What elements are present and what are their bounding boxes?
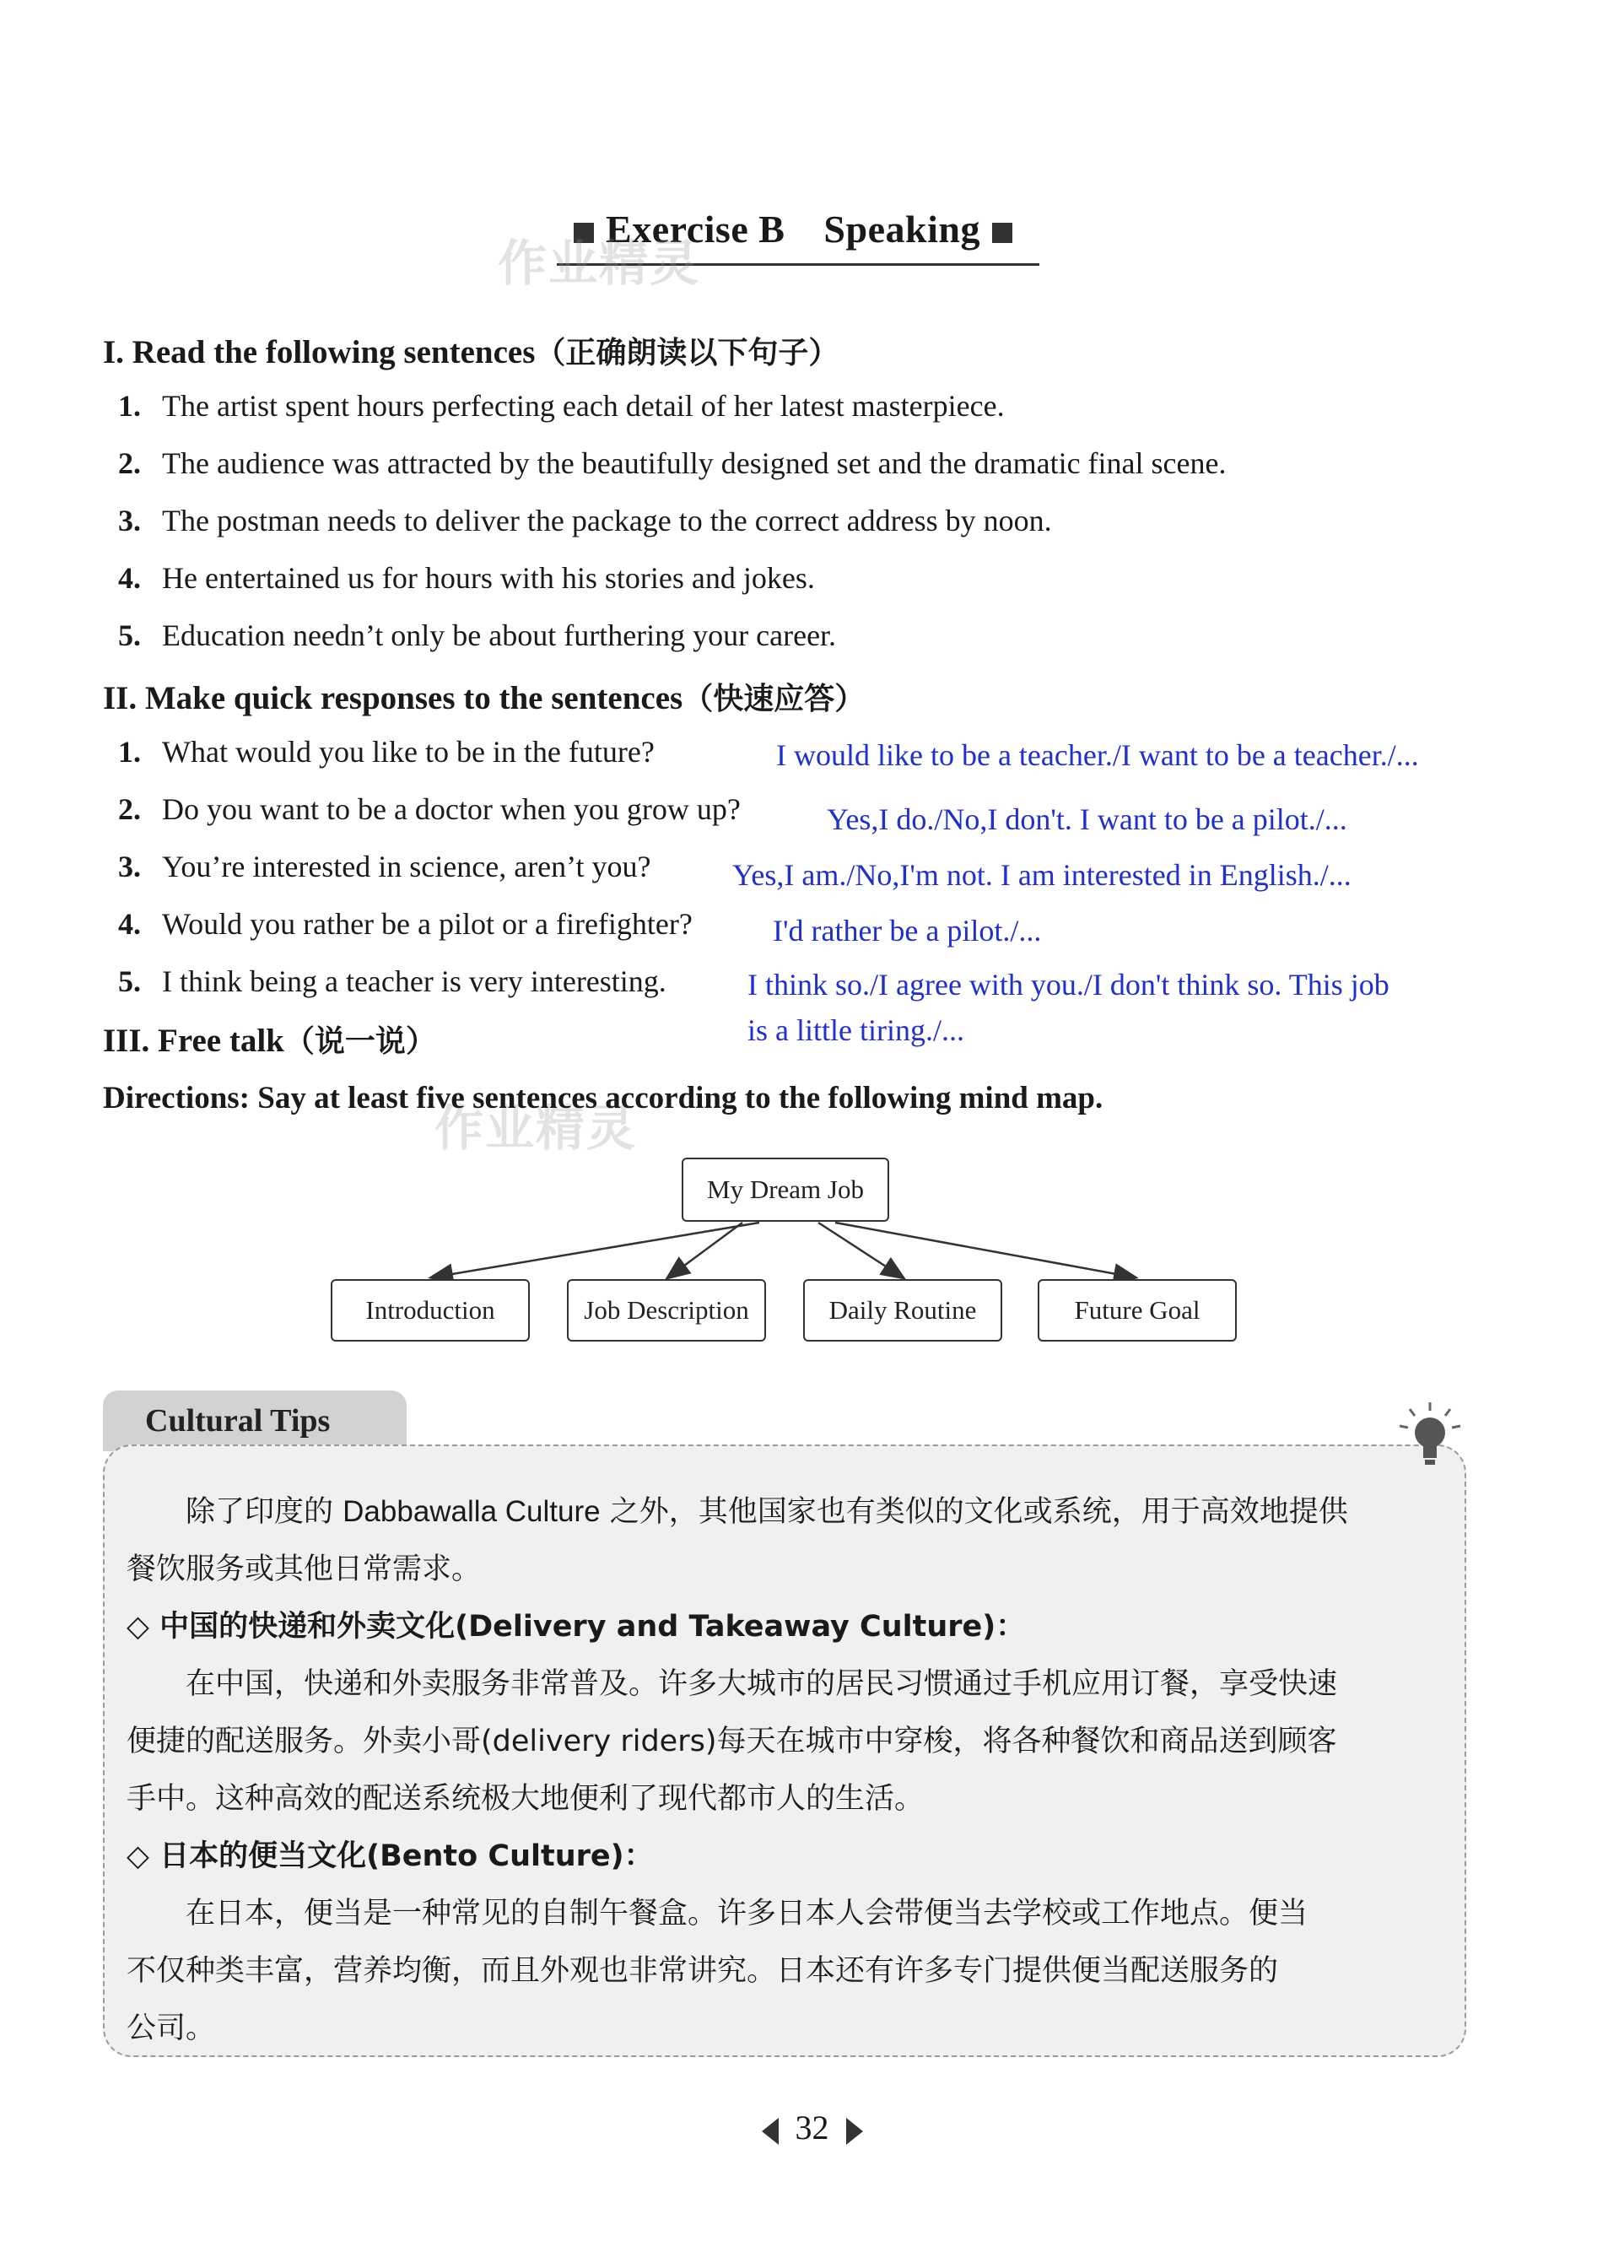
tips-intro: 除了印度的 Dabbawalla Culture 之外，其他国家也有类似的文化或系统，用于高效地提供 (186, 1495, 1348, 1529)
sentence-4: 4. He entertained us for hours with his stories and jokes. (118, 561, 815, 595)
answer-5: I think so./I agree with you./I don't think so. This job (747, 968, 1389, 1002)
tips-china-line-1: 在中国，快递和外卖服务非常普及。许多大城市的居民习惯通过手机应用订餐，享受快速 (186, 1667, 1338, 1701)
tips-intro-line-2: 餐饮服务或其他日常需求。 (127, 1552, 482, 1586)
question-1: 1. What would you like to be in the future? (118, 735, 655, 769)
page-title: Exercise B Speaking (540, 207, 1046, 251)
mindmap-node-introduction: Introduction (331, 1279, 530, 1342)
watermark: 作业精灵 (498, 235, 701, 292)
connector-line (818, 1223, 903, 1277)
question-2: 2. Do you want to be a doctor when you grow up? (118, 792, 741, 826)
question-3: 3. You’re interested in science, aren’t you? (118, 850, 651, 883)
sentence-3: 3. The postman needs to deliver the package to the correct address by noon. (118, 504, 1052, 537)
answer-2: Yes,I do./No,I don't. I want to be a pilot./... (827, 802, 1347, 836)
page-number: 32 (795, 2109, 829, 2146)
connector-line (432, 1223, 759, 1277)
answer-1: I would like to be a teacher./I want to be a teacher./... (776, 738, 1419, 772)
mindmap-node-daily-routine: Daily Routine (803, 1279, 1002, 1342)
cultural-tips-label: Cultural Tips (145, 1403, 331, 1439)
connector-line (835, 1223, 1135, 1277)
section-2-heading: II. Make quick responses to the sentences（快速应答） (103, 680, 866, 716)
watermark: 作业精灵 (434, 1099, 638, 1157)
lightbulb-icon (1396, 1401, 1464, 1468)
tips-subheading-japan: ◇ 日本的便当文化(Bento Culture)： (127, 1839, 654, 1873)
section-3-heading: III. Free talk（说一说） (103, 1023, 436, 1059)
tips-subheading-china: ◇ 中国的快递和外卖文化(Delivery and Takeaway Culture)： (127, 1610, 1026, 1644)
tips-japan-line-2: 不仅种类丰富，营养均衡，而且外观也非常讲究。日本还有许多专门提供便当配送服务的 (127, 1954, 1279, 1988)
directions: Directions: Say at least five sentences according to the following mind map. (103, 1081, 1103, 1115)
next-page-icon (846, 2118, 863, 2145)
sentence-1: 1. The artist spent hours perfecting each detail of her latest masterpiece. (118, 389, 1005, 423)
sentence-5: 5. Education needn’t only be about furthering your career. (118, 618, 837, 652)
tips-japan-line-1: 在日本，便当是一种常见的自制午餐盒。许多日本人会带便当去学校或工作地点。便当 (186, 1897, 1308, 1930)
section-1-heading: I. Read the following sentences（正确朗读以下句子） (103, 334, 839, 370)
mindmap-node-job-description: Job Description (567, 1279, 766, 1342)
tips-china-line-2: 便捷的配送服务。外卖小哥(delivery riders)每天在城市中穿梭，将各种餐饮和商品送到顾客 (127, 1725, 1337, 1758)
question-4: 4. Would you rather be a pilot or a firefighter? (118, 907, 693, 941)
answer-4: I'd rather be a pilot./... (773, 914, 1042, 948)
mindmap-root: My Dream Job (682, 1158, 889, 1222)
answer-3: Yes,I am./No,I'm not. I am interested in English./... (732, 858, 1352, 892)
answer-5-line-2: is a little tiring./... (747, 1013, 964, 1047)
sentence-2: 2. The audience was attracted by the beautifully designed set and the dramatic final scene. (118, 446, 1227, 480)
tips-japan-line-3: 公司。 (127, 2012, 216, 2045)
prev-page-icon (762, 2118, 779, 2145)
question-5: 5. I think being a teacher is very interesting. (118, 964, 666, 998)
mindmap-node-future-goal: Future Goal (1038, 1279, 1237, 1342)
tips-china-line-3: 手中。这种高效的配送系统极大地便利了现代都市人的生活。 (127, 1782, 925, 1816)
page-footer (0, 2108, 1624, 2147)
